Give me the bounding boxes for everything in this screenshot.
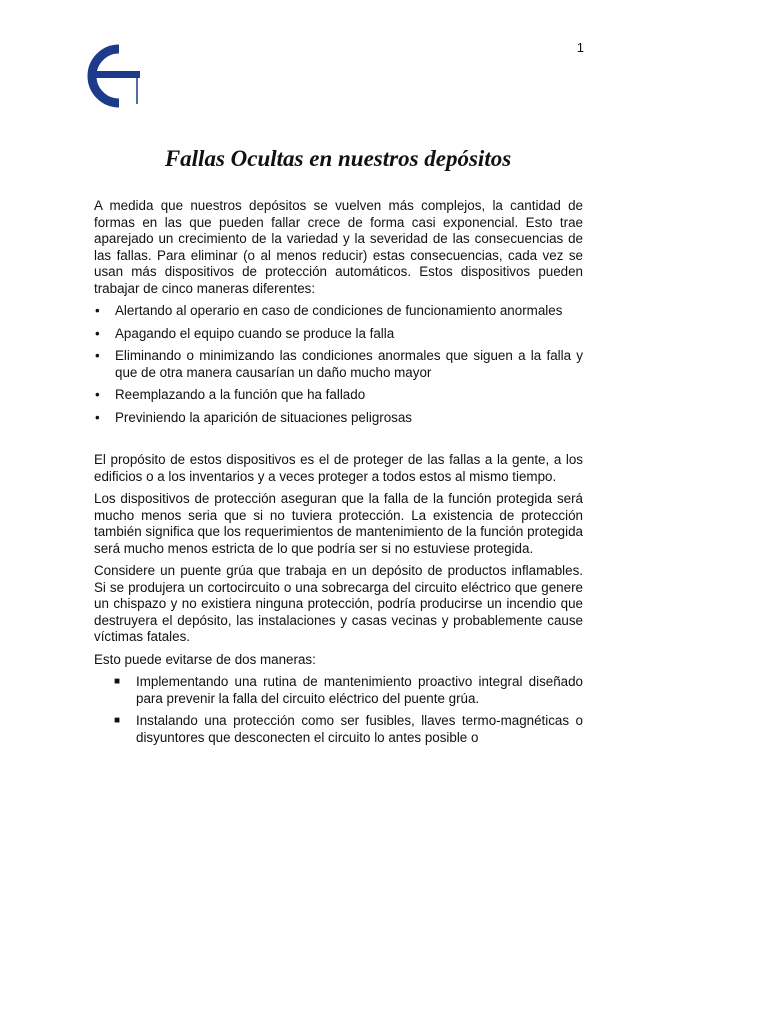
bullet-icon: • [95,409,100,425]
options-list [114,674,583,746]
page-number: 1 [576,40,584,55]
ways-list [94,303,583,426]
list-item: ■ Instalando una protección como ser fusibles, llaves termo-magnéticas o disyuntores que desconecten el circuito lo antes posible o [114,713,583,745]
list-item: • Alertando al operario en caso de condiciones de funcionamiento anormales [95,303,563,318]
list-item: • Reemplazando a la función que ha fallado [95,387,366,402]
square-bullet-icon: ■ [114,676,121,687]
paragraph-example: Considere un puente grúa que trabaja en un depósito de productos inflamables. Si se produjera un cortocircuito o una sobrecarga del circuito eléctrico que genere un chispazo y no existiera ninguna protección, podría producirse un incendio que destruyera el depósito, las instalaciones y casas vecinas y probablemente cause víctimas fatales. [94,563,583,644]
list-item: • Eliminando o minimizando las condiciones anormales que siguen a la falla y que de otra manera causarían un daño mucho mayor [95,348,583,380]
paragraph-two-ways: Esto puede evitarse de dos maneras: [94,651,316,667]
document-body [94,198,583,752]
list-item: • Previniendo la aparición de situaciones peligrosas [95,409,413,425]
paragraph-protection: Los dispositivos de protección aseguran que la falla de la función protegida será mucho menos seria que si no tuviera protección. La existencia de protección también significa que los requerimientos de mantenimiento de la función protegida será mucho menos estricta de lo que podría ser si no estuviese protegida. [94,491,583,556]
paragraph-purpose: El propósito de estos dispositivos es el de proteger de las fallas a la gente, a los edificios o a los inventarios y a veces proteger a todos estos al mismo tiempo. [94,452,583,484]
list-item: ■ Implementando una rutina de mantenimiento proactivo integral diseñado para prevenir la falla del circuito eléctrico del puente grúa. [114,674,583,706]
intro-paragraph: A medida que nuestros depósitos se vuelven más complejos, la cantidad de formas en las que pueden fallar crece de forma casi exponencial. Esto trae aparejado un crecimiento de la variedad y la severidad de las consecuencias de las fallas. Para eliminar (o al menos reducir) estas consecuencias, cada vez se usan más dispositivos de protección automáticos. Estos dispositivos pueden trabajar de cinco maneras diferentes: [94,198,583,296]
list-item: • Apagando el equipo cuando se produce la falla [95,325,395,341]
company-logo-icon [74,44,142,108]
document-title: Fallas Ocultas en nuestros depósitos [164,146,512,171]
bullet-icon: • [95,303,100,318]
bullet-icon: • [95,325,100,341]
square-bullet-icon: ■ [114,715,121,726]
bullet-icon: • [95,387,100,402]
bullet-icon: • [95,348,100,363]
